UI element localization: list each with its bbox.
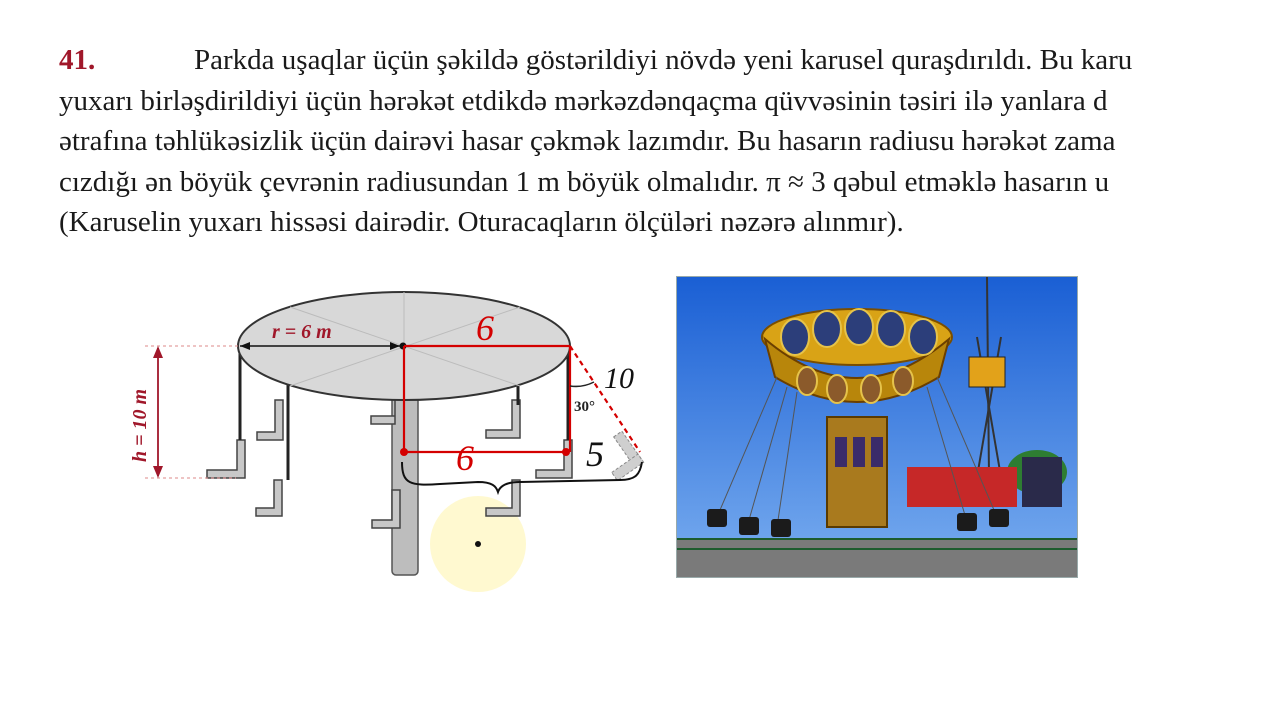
cursor-dot [475,541,481,547]
angle-label: 30° [574,399,595,415]
height-label: h = 10 m [129,388,151,462]
problem-line-5: (Karuselin yuxarı hissəsi dairədir. Oturacaqların ölçüləri nəzərə alınmır). [59,206,904,238]
problem-line-4: cızdığı ən böyük çevrənin radiusundan 1 m böyük olmalıdır. π ≈ 3 qəbul etməklə hasarın u [59,165,1110,198]
handwritten-ten: 10 [604,362,634,395]
height-dimension [145,346,240,478]
radius-label: r = 6 m [272,321,332,343]
carousel-diagram [0,0,680,600]
problem-line-1-text: Parkda uşaqlar üçün şəkildə göstərildiyi növdə yeni karusel quraşdırıldı. Bu karu [194,44,1133,76]
problem-line-3: ətrafına təhlükəsizlik üçün dairəvi hasar çəkmək lazımdır. Bu hasarın radiusu hərəkət zama [59,125,1116,157]
problem-number: 41. [59,44,96,76]
problem-line-2: yuxarı birləşdirildiyi üçün hərəkət etdikdə mərkəzdənqaçma qüvvəsinin təsiri ilə yanlara d [59,84,1108,117]
carousel-photo [676,276,1078,578]
handwritten-five: 5 [586,434,604,474]
handwritten-six-bottom: 6 [456,438,474,478]
seat-group [207,400,572,528]
handwritten-brace [402,462,642,492]
handwritten-six-top: 6 [476,308,494,348]
